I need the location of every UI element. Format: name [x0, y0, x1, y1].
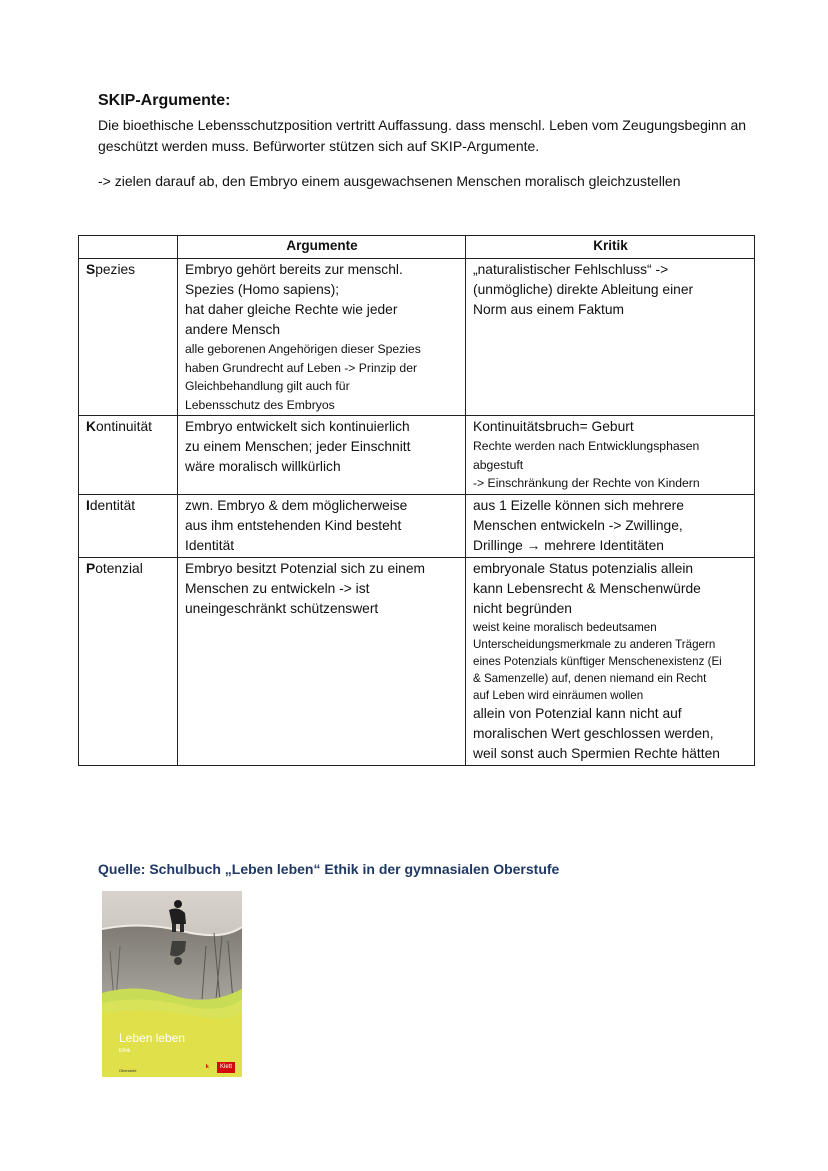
critique-cell [466, 494, 755, 557]
argument-line: alle geborenen Angehörigen dieser Spezies [185, 342, 421, 356]
argument-line: Spezies (Homo sapiens); [185, 282, 340, 297]
critique-line: weist keine moralisch bedeutsamen [473, 620, 657, 634]
table-header-row [79, 236, 755, 259]
argument-line: haben Grundrecht auf Leben -> Prinzip der [185, 360, 418, 375]
source-citation: Quelle: Schulbuch „Leben leben“ Ethik in der gymnasialen Oberstufe [98, 861, 560, 877]
row-label-initial: S [86, 262, 96, 277]
critique-line: (unmögliche) direkte Ableitung einer [473, 282, 694, 297]
intro-paragraph: Die bioethische Lebensschutzposition vertritt Auffassung. dass menschl. Leben vom Zeugungsbeginn an geschützt werden muss. Befürworter stützen sich auf SKIP-Argumente. [98, 117, 747, 154]
argument-line: Identität [185, 537, 235, 553]
publisher-name: Klett [217, 1062, 235, 1073]
cover-subtitle: Ethik [119, 1048, 131, 1054]
critique-line: Rechte werden nach Entwicklungsphasen [473, 439, 700, 453]
critique-line: Drillinge → mehrere Identitäten [473, 537, 664, 553]
critique-line: abgestuft [473, 457, 524, 472]
table-row-potenzial [79, 557, 755, 765]
critique-line: kann Lebensrecht & Menschenwürde [473, 580, 701, 596]
critique-line: aus 1 Eizelle können sich mehrere [473, 497, 684, 513]
argument-line: uneingeschränkt schützenswert [185, 600, 379, 616]
critique-cell [466, 416, 755, 495]
argument-line: Gleichbehandlung gilt auch für [185, 379, 350, 393]
page-heading: SKIP-Argumente: [98, 92, 231, 109]
critique-cell [466, 259, 755, 416]
argument-line: Lebensschutz des Embryos [185, 397, 335, 412]
row-label [79, 416, 178, 495]
argument-line: Embryo besitzt Potenzial sich zu einem [185, 560, 426, 576]
row-label-initial: I [86, 497, 90, 513]
critique-line: embryonale Status potenzialis allein [473, 560, 694, 576]
header-kritik: Kritik [466, 236, 755, 259]
publisher-logo [206, 1062, 236, 1073]
critique-line: auf Leben wird einräumen wollen [473, 688, 644, 702]
row-label-initial: K [86, 419, 96, 434]
argument-line: zu einem Menschen; jeder Einschnitt [185, 439, 411, 454]
argument-line: aus ihm entstehenden Kind besteht [185, 517, 402, 533]
header-empty [79, 236, 178, 259]
argument-line: zwn. Embryo & dem möglicherweise [185, 497, 408, 513]
critique-line: nicht begründen [473, 600, 572, 616]
header-argumente: Argumente [178, 236, 466, 259]
critique-line: Unterscheidungsmerkmale zu anderen Trägern [473, 637, 716, 651]
argument-line: wäre moralisch willkürlich [185, 459, 341, 474]
row-label-rest: pezies [95, 262, 136, 277]
arguments-cell [178, 416, 466, 495]
arguments-cell [178, 557, 466, 765]
book-cover-image [102, 891, 242, 1077]
argument-line: Embryo gehört bereits zur menschl. [185, 262, 403, 277]
row-label [79, 259, 178, 416]
row-label-rest: dentität [89, 497, 136, 513]
critique-line: „naturalistischer Fehlschluss“ -> [473, 262, 669, 277]
argument-line: hat daher gleiche Rechte wie jeder [185, 302, 398, 317]
critique-cell [466, 557, 755, 765]
row-label-initial: P [86, 560, 96, 576]
argument-line: andere Mensch [185, 322, 281, 337]
argument-line: Embryo entwickelt sich kontinuierlich [185, 419, 410, 434]
table-row-kontinuitaet [79, 416, 755, 495]
argument-line: Menschen zu entwickeln -> ist [185, 580, 370, 596]
critique-line: Menschen entwickeln -> Zwillinge, [473, 517, 683, 533]
table-row-identitaet [79, 494, 755, 557]
row-label [79, 557, 178, 765]
critique-line: eines Potenzials künftiger Menschenexistenz (Ei [473, 654, 722, 668]
critique-line: moralischen Wert geschlossen werden, [473, 725, 714, 741]
arguments-cell [178, 259, 466, 416]
cover-title: Leben leben [119, 1031, 186, 1045]
row-label-rest: ontinuität [95, 419, 152, 434]
aim-paragraph: -> zielen darauf ab, den Embryo einem ausgewachsenen Menschen moralisch gleichzustellen [98, 173, 681, 189]
critique-line: -> Einschränkung der Rechte von Kindern [473, 476, 700, 490]
row-label [79, 494, 178, 557]
cover-level: Oberstufe [119, 1068, 137, 1073]
critique-line: & Samenzelle) auf, denen niemand ein Recht [473, 671, 707, 685]
row-label-rest: otenzial [95, 560, 143, 576]
critique-line: Norm aus einem Faktum [473, 302, 625, 317]
critique-line: Kontinuitätsbruch= Geburt [473, 419, 634, 434]
critique-line: allein von Potenzial kann nicht auf [473, 705, 682, 721]
table-row-spezies [79, 259, 755, 416]
skip-arguments-table [78, 235, 755, 766]
publisher-mark-icon: ᵏ [206, 1063, 209, 1072]
critique-line: weil sonst auch Spermien Rechte hätten [473, 745, 720, 761]
arguments-cell [178, 494, 466, 557]
